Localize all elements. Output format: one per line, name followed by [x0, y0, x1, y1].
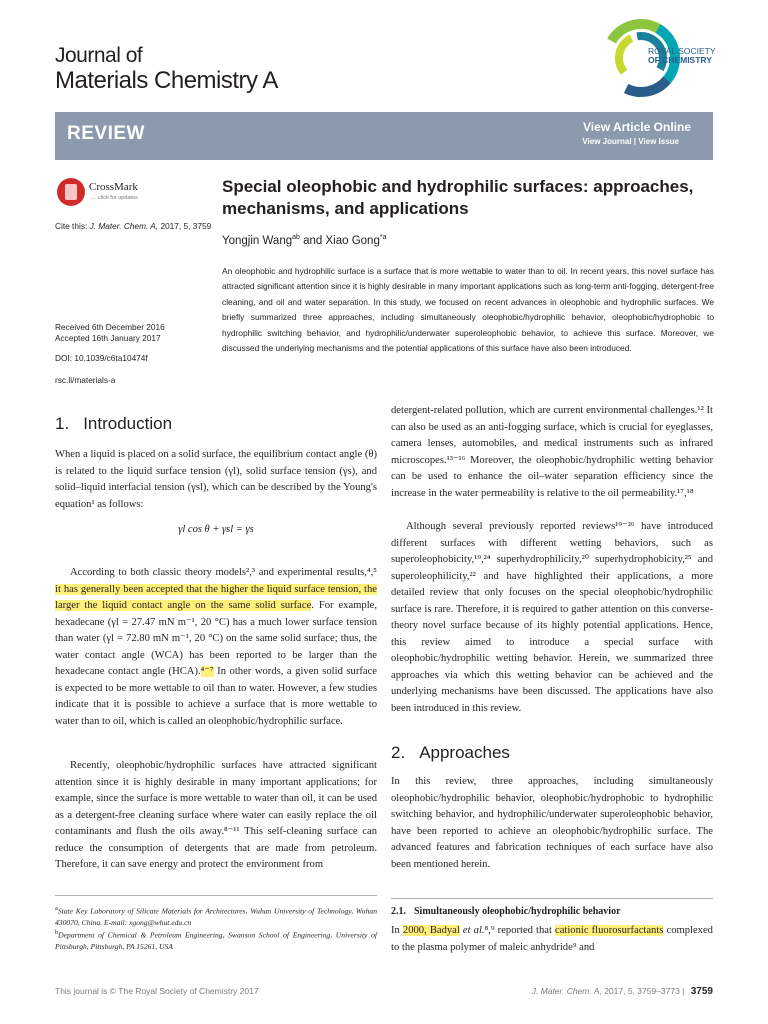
- affil-mark: a: [55, 905, 58, 912]
- section-heading-introduction: [55, 414, 172, 434]
- footer-copyright: This journal is © The Royal Society of Chemistry 2017: [55, 986, 259, 996]
- article-type-label: REVIEW: [67, 123, 145, 144]
- page-number: 3759: [690, 986, 713, 997]
- article-type-banner: [55, 112, 713, 160]
- journal-title-line1: Journal of: [55, 44, 143, 67]
- reference-link[interactable]: ⁴⁻⁷: [200, 666, 214, 677]
- p2-text-a: According to both classic theory models²,³ and experimental results,⁴,⁵: [70, 567, 377, 578]
- view-issue-link[interactable]: View Issue: [638, 137, 679, 146]
- p4-etal: et al.: [459, 925, 485, 936]
- journal-title: [55, 44, 278, 94]
- p4-text-c: reported that: [494, 925, 556, 936]
- author-and: and: [299, 234, 326, 247]
- cite-rest: 2017, 5, 3759: [160, 221, 212, 231]
- footer-journal: J. Mater. Chem. A,: [531, 986, 602, 996]
- section-title: Approaches: [419, 743, 510, 762]
- p2-text-b: . For example, hexadecane (γl = 27.47 mN m⁻¹, 20 °C) has a much lower surface tension than water (γl = 72.80 mN m⁻¹, 20 °C) on the same solid surface; thus, the water contact angle (WCA) has been reported to be larger than the hexadecane contact angle (HCA).: [55, 600, 377, 677]
- view-article-online-link[interactable]: View Article Online: [582, 120, 691, 134]
- accepted-date: Accepted 16th January 2017: [55, 333, 161, 343]
- subsection-heading-2-1: [391, 906, 621, 917]
- section-heading-approaches: [391, 743, 510, 763]
- publisher-line2: OF CHEMISTRY: [648, 55, 712, 65]
- right-paragraph-2: [391, 519, 713, 717]
- p3-text: Recently, oleophobic/hydrophilic surfaces have attracted significant attention since it is highly desirable in many important applications; for example, since the surface is more wettable to water than oil, it can be used as a detergent-free cleaning surface where water can easily replace the oil contaminants and flush the oils away.⁸⁻¹¹ This self-cleaning surface can reduce the consumption of detergents that are made from petroleum. Therefore, it can save energy and protect the environment from: [55, 760, 377, 870]
- doi[interactable]: DOI: 10.1039/c6ta10474f: [55, 353, 148, 363]
- footer-rest: 2017, 5, 3759–3773 |: [601, 986, 687, 996]
- author-2[interactable]: Xiao Gong: [325, 234, 380, 247]
- section-number: 1.: [55, 414, 70, 433]
- highlight-3: cationic fluorosurfactants: [555, 925, 664, 936]
- p2-text-c: In other words, a given solid surface is expected to be more wettable to oil than to water. However, a few studies indicate that it is possible to achieve a surface that is more wettable to water than to oil, which is called an oleophobic/hydrophilic surface.: [55, 666, 377, 727]
- approaches-paragraph: In this review, three approaches, including simultaneously oleophobic/hydrophilic behavior, oleophobic/hydrophobic to hydrophilic switching behavior, and hydrophilic/underwater superoleophobic behavior, have been reported to achieve an oleophobic/hydrophilic surface. The advanced features and fabrication techniques of each surface have also been mentioned herein.: [391, 776, 713, 870]
- rsc-link[interactable]: rsc.li/materials-a: [55, 375, 116, 385]
- p4-text-d: complexed to the plasma polymer of maleic anhydride⁹ and: [391, 925, 713, 953]
- subsection-paragraph: [391, 923, 713, 956]
- crossmark-icon: [57, 178, 85, 206]
- right-paragraph-1: detergent-related pollution, which are current environmental challenges.¹² It can also be used as an anti-fogging surface, which is crucial for eyeglasses, camera lenses, automobiles, and medical instruments such as infrared microscopes.¹³⁻¹⁶ Moreover, the oleophobic/hydrophilic wetting behavior can be used to enhance the oil–water separation efficiency since the increase in the water permeability is relative to the oil permeability.¹⁷,¹⁸: [391, 405, 713, 499]
- authors: [222, 234, 386, 247]
- section-title: Introduction: [83, 414, 173, 433]
- affil-a-text: State Key Laboratory of Silicate Materials for Architectures, Wuhan University of Technology, Wuhan 430070, China. E-mail: xgong@whut.edu.cn: [55, 906, 377, 927]
- footer-citation: [532, 986, 713, 997]
- affil-mark: b: [55, 929, 59, 936]
- banner-link-separator: |: [631, 137, 639, 146]
- author-1[interactable]: Yongjin Wang: [222, 234, 293, 247]
- received-date: Received 6th December 2016: [55, 322, 165, 332]
- publisher-line1: ROYAL SOCIETY: [648, 46, 716, 56]
- author-2-affil: *a: [379, 234, 387, 241]
- reference-link[interactable]: ⁸,⁹: [484, 925, 495, 936]
- intro-paragraph-1: When a liquid is placed on a solid surface, the equilibrium contact angle (θ) is related to the liquid surface tension (γl), solid surface tension (γs), and solid–liquid interfacial tension (γsl), which can be described by the Young's equation¹ as follows:: [55, 449, 377, 510]
- footnote-rule: [55, 895, 377, 896]
- subsection-number: 2.1.: [391, 906, 406, 917]
- highlight-1: it has generally been accepted that the higher the liquid surface tension, the larger the liquid contact angle on the same solid surface: [55, 583, 377, 611]
- intro-paragraph-2: [55, 565, 377, 730]
- subsection-rule: [391, 898, 713, 899]
- section-number: 2.: [391, 743, 406, 762]
- affiliation-a: [55, 903, 377, 928]
- banner-links: [582, 137, 679, 146]
- crossmark-sub: ← click for updates: [91, 195, 138, 201]
- intro-paragraph-3: [55, 758, 377, 874]
- crossmark-badge[interactable]: [57, 178, 147, 206]
- article-title: Special oleophobic and hydrophilic surfaces: approaches, mechanisms, and applications: [222, 177, 694, 218]
- p4-text-a: In: [391, 925, 403, 936]
- right-p2-text: Although several previously reported reviews¹⁹⁻²⁶ have introduced different surfaces with different wetting behaviors, such as superoleophobicity,¹⁹,²⁴ superhydrophilicity,²⁰ superhydrophobicity,²⁵ and superoleophilicity,²² and have highlighted their applications, a more detailed review that only focuses on the special oleophobic/hydrophilic surface is rare. Therefore, it is required to gather attention on this converse-theory novel surface because of its highly potential applications. Hence, this review aimed to introduce a special surface with oleophobic/hydrophilic wetting behavior. Herein, we summarized three approaches via which this wetting behavior can be achieved and the underlying mechanisms have been discussed. The applications have also been introduced in this review.: [391, 521, 713, 714]
- affil-b-text: Department of Chemical & Petroleum Engineering, Swanson School of Engineering, University of Pittsburgh, Pittsburgh, PA 15261, USA: [55, 930, 377, 951]
- view-journal-link[interactable]: View Journal: [582, 137, 632, 146]
- cite-label: Cite this:: [55, 221, 90, 231]
- author-1-affil: ab: [292, 234, 300, 241]
- affiliation-b: [55, 927, 377, 952]
- young-equation: γl cos θ + γsl = γs: [178, 524, 254, 535]
- publisher-name: [648, 47, 716, 65]
- citation: [55, 221, 215, 232]
- abstract: An oleophobic and hydrophilic surface is a surface that is more wettable to water than to oil. In recent years, this novel surface has attracted significant attention since it is highly desirable in many important applications such as long-term anti-fogging, detergent-free cleaning, and oil and water separation. In this study, we focused on recent advances in oleophobic and hydrophilic surfaces. We briefly summarized three approaches, including simultaneously oleophobic/hydrophilic behavior, oleophobic/hydrophobic to hydrophilic switching behavior, and hydrophilic/underwater superoleophobic behavior, to achieve this surface. Moreover, we discussed the underlying mechanisms and the potential applications of this surface have also been introduced.: [222, 266, 714, 354]
- cite-journal: J. Mater. Chem. A,: [89, 221, 161, 231]
- crossmark-label: CrossMark: [89, 181, 138, 193]
- subsection-title: Simultaneously oleophobic/hydrophilic behavior: [414, 906, 621, 917]
- highlight-2: 2000, Badyal: [402, 925, 460, 936]
- journal-title-line2: Materials Chemistry A: [55, 67, 278, 94]
